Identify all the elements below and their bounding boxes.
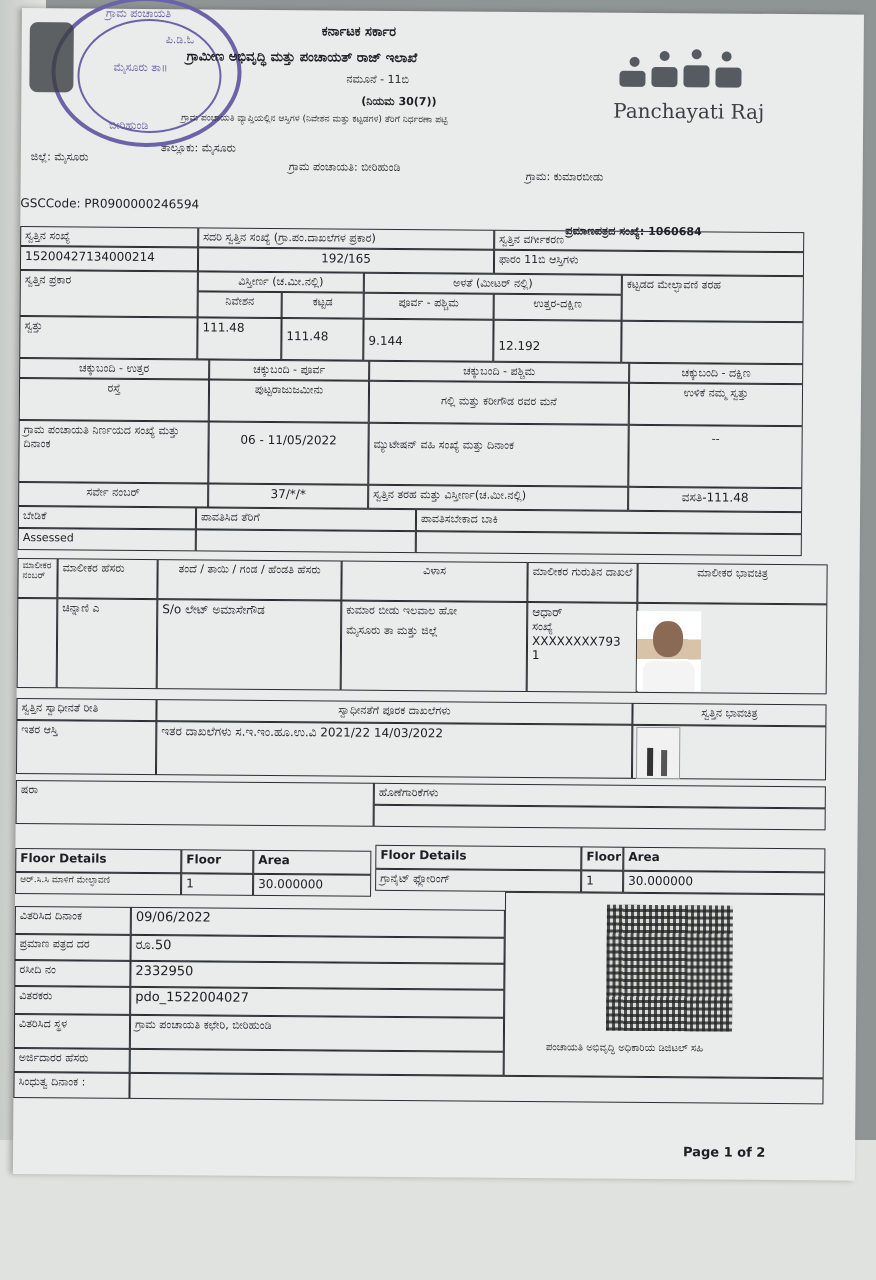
owner-relation: S/o ಲೇಟ್ ಅಮಾಸೇಗೌಡ	[157, 599, 342, 690]
issuer-id: pdo_1522004027	[130, 987, 504, 1018]
owner-id: ಆಧಾರ್ ಸಂಖ್ಯೆ XXXXXXXX793 1	[527, 602, 638, 693]
certificate-page: ಗ್ರಾಮ ಪಂಚಾಯತಿ ಮೈಸೂರು ತಾ॥ ಬೀರಿಹುಂಡಿ ಪಿ.ಡಿ.ಓ ಕರ್ನಾಟಕ ಸರ್ಕಾರ ಗ್ರಾಮೀಣ ಅಭಿವೃದ್ಧಿ ಮತ್ತು ಪಂಚಾಯತ್ ರಾಜ್ ಇಲಾಖೆ ನಮೂನೆ - 11ಬಿ (ನಿಯಮ 30(7)) ಗ್ರಾಮ ಪಂಚಾಯತಿ ವ್ಯಾಪ್ತಿಯಲ್ಲಿನ ಆಸ್ತಿಗಳ (ನಿವೇಶನ ಮತ್ತು ಕಟ್ಟಡಗಳ) ತೆರಿಗೆ ನಿರ್ಧರಣಾ ಪಟ್ಟಿ ಜಿಲ್ಲೆ: ಮೈಸೂರು ತಾಲ್ಲೂಕು: ಮೈಸೂರು ಗ್ರಾಮ ಪಂಚಾಯತಿ: ಬೀರಿಹುಂಡಿ ಗ್ರಾಮ: ಕುಮಾರಬೀಡು Panchayati Raj GSCCode: PR0900000246594 ಪ್ರಮಾಣಪತ್ರದ ಸಂಖ್ಯೆ: 1060684 ಸ್ವತ್ತಿನ ಸಂಖ್ಯೆ ಸದರಿ ಸ್ವತ್ತಿನ ಸಂಖ್ಯೆ (ಗ್ರಾ.ಪಂ.ದಾಖಲೆಗಳ ಪ್ರಕಾರ) ಸ್ವತ್ತಿನ ವರ್ಗೀಕರಣ 152004271340002​14 192/165 ಫಾರಂ 11ಬಿ ಆಸ್ತಿಗಳು ಸ್ವತ್ತಿನ ಪ್ರಕಾರ ವಿಸ್ತೀರ್ಣ (ಚ.ಮೀ.ನಲ್ಲಿ) ಅಳತೆ (ಮೀಟರ್ ನಲ್ಲಿ) ಕಟ್ಟಡದ ಮೇಲ್ಛಾವಣಿ ತರಹ ನಿವೇಶನ ಕಟ್ಟಡ ಪೂರ್ವ - ಪಶ್ಚಿಮ ಉತ್ತರ-ದಕ್ಷಿಣ ಸ್ವತ್ತು 111.48 111.48 9.144 12.192 ಚಕ್ಕುಬಂದಿ - ಉತ್ತರ ಚಕ್ಕುಬಂದಿ - ಪೂರ್ವ ಚಕ್ಕುಬಂದಿ - ಪಶ್ಚಿಮ ಚಕ್ಕುಬಂದಿ - ದಕ್ಷಿಣ ರಸ್ತೆ ಪುಟ್ಟರಾಜುಜಮೀನು ಗಲ್ಲಿ ಮತ್ತು ಕರೀಗೌಡ ರವರ ಮನೆ ಉಳಿಕೆ ನಮ್ಮ ಸ್ವತ್ತು ಗ್ರಾಮ ಪಂಚಾಯತಿ ನಿರ್ಣಯದ ಸಂಖ್ಯೆ ಮತ್ತು ದಿನಾಂಕ 06 - 11/05/2022 ಮ್ಯುಟೇಷನ್ ವಹಿ ಸಂಖ್ಯೆ ಮತ್ತು ದಿನಾಂಕ -- ಸರ್ವೇ ನಂಬರ್ 37/*/* ಸ್ವತ್ತಿನ ತರಹ ಮತ್ತು ವಿಸ್ತೀರ್ಣ(ಚ.ಮೀ.ನಲ್ಲಿ) ವಸತಿ-111.48 ಬೇಡಿಕೆ ಪಾವತಿಸಿದ ತೆರಿಗೆ ಪಾವತಿಸಬೇಕಾದ ಬಾಕಿ Assessed ಮಾಲೀಕರ ನಂಬರ್ ಮಾಲೀಕರ ಹೆಸರು ತಂದೆ / ತಾಯಿ / ಗಂಡ / ಹೆಂಡತಿ ಹೆಸರು ವಿಳಾಸ ಮಾಲೀಕರ ಗುರುತಿನ ದಾಖಲೆ ಮಾಲೀಕರ ಭಾವಚಿತ್ರ ಚಿನ್ನಾಣಿ ಎ S/o ಲೇಟ್ ಅಮಾಸೇಗೌಡ ಕುಮಾರ ಬೀಡು ಇಲವಾಲ ಹೋ ಮೈಸೂರು ತಾ ಮತ್ತು ಜಿಲ್ಲೆ ಆಧಾರ್ ಸಂಖ್ಯೆ XXXXXXXX793 1 ಸ್ವತ್ತಿನ ಸ್ವಾಧೀನತೆ ರೀತಿ ಸ್ವಾಧೀನತೆಗೆ ಪೂರಕ ದಾಖಲೆಗಳು ಸ್ವತ್ತಿನ ಭಾವಚಿತ್ರ ಇತರ ಆಸ್ತಿ ಇತರ ದಾಖಲೆಗಳು ಸ.ಇ.ಇಂ.ಹೂ.ಉ.ವಿ 2021/22 14/03/2022 ಷರಾ ಹೊಣೆಗಾರಿಕೆಗಳು Floor Details Floor Area ಆರ್.ಸಿ.ಸಿ ಮಾಳಿಗೆ ಮೇಲ್ಛಾವಣಿ 1 30.000000 Floor Details Floor Area ಗ್ರಾನೈಟ್ ಫ್ಲೋರಿಂಗ್ 1 30.000000 ವಿತರಿಸಿದ ದಿನಾಂಕ 09/06/2022 ಪ್ರಮಾಣ ಪತ್ರದ ದರ ರೂ.50 ರಸೀದಿ ನಂ 2332950 ವಿತರಕರು pdo_1522004027 ವಿತರಿಸಿದ ಸ್ಥಳ ಗ್ರಾಮ ಪಂಚಾಯತಿ ಕಛೇರಿ, ಬೀರಿಹುಂಡಿ ಅರ್ಜಿದಾರರ ಹೆಸರು ಸಿಂಧುತ್ವ ದಿನಾಂಕ : ಪಂಚಾಯತಿ ಅಭಿವೃದ್ಧಿ ಅಧಿಕಾರಿಯ ಡಿಜಿಟಲ್ ಸಹಿ Page 1 of 2	[13, 8, 864, 1181]
qr-code-icon	[606, 905, 733, 1032]
seal-top-text: ಗ್ರಾಮ ಪಂಚಾಯತಿ	[105, 6, 172, 21]
receipt-number: 2332950	[130, 961, 504, 990]
digital-sign-label: ಪಂಚಾಯತಿ ಅಭಿವೃದ್ಧಿ ಅಧಿಕಾರಿಯ ಡಿಜಿಟಲ್ ಸಹಿ	[545, 1042, 704, 1055]
site-area: 111.48	[197, 317, 281, 360]
seal-mid-text: ಮೈಸೂರು ತಾ॥	[113, 60, 168, 75]
form-number: ನಮೂನೆ - 11ಬಿ	[346, 72, 410, 87]
issue-place: ಗ್ರಾಮ ಪಂಚಾಯತಿ ಕಛೇರಿ, ಬೀರಿಹುಂಡಿ	[130, 1015, 504, 1052]
emblem-icon	[29, 22, 74, 92]
gsc-code: GSCCode: PR0900000246594	[20, 195, 200, 212]
gram-panchayat: ಗ್ರಾಮ ಪಂಚಾಯತಿ: ಬೀರಿಹುಂಡಿ	[288, 160, 401, 174]
property-table: ಸ್ವತ್ತಿನ ಸಂಖ್ಯೆ ಸದರಿ ಸ್ವತ್ತಿನ ಸಂಖ್ಯೆ (ಗ್ರಾ.ಪಂ.ದಾಖಲೆಗಳ ಪ್ರಕಾರ) ಸ್ವತ್ತಿನ ವರ್ಗೀಕರಣ 152004271340002​14 192/165 ಫಾರಂ 11ಬಿ ಆಸ್ತಿಗಳು ಸ್ವತ್ತಿನ ಪ್ರಕಾರ ವಿಸ್ತೀರ್ಣ (ಚ.ಮೀ.ನಲ್ಲಿ) ಅಳತೆ (ಮೀಟರ್ ನಲ್ಲಿ) ಕಟ್ಟಡದ ಮೇಲ್ಛಾವಣಿ ತರಹ ನಿವೇಶನ ಕಟ್ಟಡ ಪೂರ್ವ - ಪಶ್ಚಿಮ ಉತ್ತರ-ದಕ್ಷಿಣ ಸ್ವತ್ತು 111.48 111.48 9.144 12.192 ಚಕ್ಕುಬಂದಿ - ಉತ್ತರ ಚಕ್ಕುಬಂದಿ - ಪೂರ್ವ ಚಕ್ಕುಬಂದಿ - ಪಶ್ಚಿಮ ಚಕ್ಕುಬಂದಿ - ದಕ್ಷಿಣ ರಸ್ತೆ ಪುಟ್ಟರಾಜುಜಮೀನು ಗಲ್ಲಿ ಮತ್ತು ಕರೀಗೌಡ ರವರ ಮನೆ ಉಳಿಕೆ ನಮ್ಮ ಸ್ವತ್ತು ಗ್ರಾಮ ಪಂಚಾಯತಿ ನಿರ್ಣಯದ ಸಂಖ್ಯೆ ಮತ್ತು ದಿನಾಂಕ 06 - 11/05/2022 ಮ್ಯುಟೇಷನ್ ವಹಿ ಸಂಖ್ಯೆ ಮತ್ತು ದಿನಾಂಕ -- ಸರ್ವೇ ನಂಬರ್ 37/*/* ಸ್ವತ್ತಿನ ತರಹ ಮತ್ತು ವಿಸ್ತೀರ್ಣ(ಚ.ಮೀ.ನಲ್ಲಿ) ವಸತಿ-111.48 ಬೇಡಿಕೆ ಪಾವತಿಸಿದ ತೆರಿಗೆ ಪಾವತಿಸಬೇಕಾದ ಬಾಕಿ Assessed	[22, 8, 864, 15]
property-number: 152004271340002​14	[20, 246, 198, 271]
district: ಜಿಲ್ಲೆ: ಮೈಸೂರು	[30, 150, 89, 164]
form-subtitle: ಗ್ರಾಮ ಪಂಚಾಯತಿ ವ್ಯಾಪ್ತಿಯಲ್ಲಿನ ಆಸ್ತಿಗಳ (ನಿವೇಶನ ಮತ್ತು ಕಟ್ಟಡಗಳ) ತೆರಿಗೆ ನಿರ್ಧರಣಾ ಪಟ್ಟಿ	[181, 113, 448, 126]
issue-date: 09/06/2022	[131, 907, 505, 938]
certificate-fee: ರೂ.50	[131, 935, 505, 964]
resolution-number: 06 - 11/05/2022	[208, 421, 368, 484]
panchayat-seal	[51, 0, 242, 148]
govt-title: ಕರ್ನಾಟಕ ಸರ್ಕಾರ	[321, 24, 397, 40]
panchayati-raj-logo-icon	[609, 47, 759, 98]
floor-details: Floor Details Floor Area ಆರ್.ಸಿ.ಸಿ ಮಾಳಿಗೆ ಮೇಲ್ಛಾವಣಿ 1 30.000000 Floor Details Floor Area ಗ್ರಾನೈಟ್ ಫ್ಲೋರಿಂಗ್ 1 30.000000	[22, 8, 864, 15]
seal-sign-text: ಪಿ.ಡಿ.ಓ	[165, 33, 195, 47]
owner-name: ಚಿನ್ನಾಣಿ ಎ	[57, 598, 158, 689]
taluk: ತಾಲ್ಲೂಕು: ಮೈಸೂರು	[160, 141, 237, 155]
rule-number: (ನಿಯಮ 30(7))	[361, 94, 437, 109]
seal-bottom-text: ಬೀರಿಹುಂಡಿ	[109, 118, 149, 132]
owner-table: ಮಾಲೀಕರ ನಂಬರ್ ಮಾಲೀಕರ ಹೆಸರು ತಂದೆ / ತಾಯಿ / ಗಂಡ / ಹೆಂಡತಿ ಹೆಸರು ವಿಳಾಸ ಮಾಲೀಕರ ಗುರುತಿನ ದಾಖಲೆ ಮಾಲೀಕರ ಭಾವಚಿತ್ರ ಚಿನ್ನಾಣಿ ಎ S/o ಲೇಟ್ ಅಮಾಸೇಗೌಡ ಕುಮಾರ ಬೀಡು ಇಲವಾಲ ಹೋ ಮೈಸೂರು ತಾ ಮತ್ತು ಜಿಲ್ಲೆ ಆಧಾರ್ ಸಂಖ್ಯೆ XXXXXXXX793 1	[22, 8, 864, 15]
owner-address: ಕುಮಾರ ಬೀಡು ಇಲವಾಲ ಹೋ ಮೈಸೂರು ತಾ ಮತ್ತು ಜಿಲ್ಲೆ	[341, 601, 528, 692]
old-property-number: 192/165	[198, 247, 494, 273]
possession-docs: ಇತರ ದಾಖಲೆಗಳು ಸ.ಇ.ಇಂ.ಹೂ.ಉ.ವಿ 2021/22 14/03/2022	[156, 721, 632, 779]
owner-photo	[637, 611, 702, 692]
logo-text: Panchayati Raj	[613, 98, 765, 124]
issue-details: ವಿತರಿಸಿದ ದಿನಾಂಕ 09/06/2022 ಪ್ರಮಾಣ ಪತ್ರದ ದರ ರೂ.50 ರಸೀದಿ ನಂ 2332950 ವಿತರಕರು pdo_1522004027 ವಿತರಿಸಿದ ಸ್ಥಳ ಗ್ರಾಮ ಪಂಚಾಯತಿ ಕಛೇರಿ, ಬೀರಿಹುಂಡಿ ಅರ್ಜಿದಾರರ ಹೆಸರು ಸಿಂಧುತ್ವ ದಿನಾಂಕ : ಪಂಚಾಯತಿ ಅಭಿವೃದ್ಧಿ ಅಧಿಕಾರಿಯ ಡಿಜಿಟಲ್ ಸಹಿ	[22, 8, 864, 15]
village: ಗ್ರಾಮ: ಕುಮಾರಬೀಡು	[525, 169, 604, 184]
certificate-number: ಪ್ರಮಾಣಪತ್ರದ ಸಂಖ್ಯೆ: 1060684	[565, 224, 702, 239]
dept-title: ಗ್ರಾಮೀಣ ಅಭಿವೃದ್ಧಿ ಮತ್ತು ಪಂಚಾಯತ್ ರಾಜ್ ಇಲಾಖೆ	[186, 49, 418, 67]
page-number: Page 1 of 2	[682, 1145, 766, 1161]
property-photo	[636, 727, 680, 779]
survey-number: 37/*/*	[208, 483, 368, 508]
building-area: 111.48	[281, 318, 363, 361]
